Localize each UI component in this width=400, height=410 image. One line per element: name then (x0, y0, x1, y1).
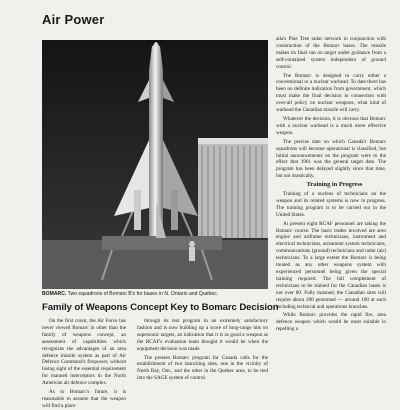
paragraph: On the first count, the Air Force has never viewed Bomarc in other than the family of weapons concept, an assessment of capabilities which recognizes the advantages of an area defence missile system as part of Air Defence Command's firepower, without losing sight of the essential requirement for manned interceptors in the North American air defence complex. (42, 318, 126, 387)
article-column-middle (137, 318, 268, 400)
shelter-building (198, 138, 268, 238)
bomarc-missile-photo (42, 40, 268, 289)
paragraph: through its test program in an extremely satisfactory fashion and is now building up a score of long-range hits on supersonic targets, an indication that it is as good a weapon as the RCAF's evaluation team thought it would be when the equipment decision was made. (137, 318, 268, 352)
caption-lead: BOMARC. (42, 291, 67, 297)
technician-figure (189, 241, 195, 261)
paragraph: The precise date on which Canada's Bomarc squadrons will become operational is classified, but initial announcements on the program were to the effect that 1961 was the general target date. The program has been delayed slightly since that time, but not drastically. (276, 138, 386, 180)
paragraph: Training of a nucleus of technicians on the weapon and its related systems is now in progress. The training program is to be carried out in the United States. (276, 191, 386, 218)
paragraph: While Bomarc provides the rapid fire, area defence weapon which would be most suitable in repelling a (276, 312, 386, 333)
story-headline: Family of Weapons Concept Key to Bomarc Decision (42, 302, 279, 313)
paragraph: Whatever the decision, it is obvious that Bomarc with a nuclear warhead is a much more effective weapon. (276, 115, 386, 136)
paragraph: As to Bomarc's future, it is reasonable to assume that the weapon will find a place (42, 389, 126, 409)
paragraph: The Bomarc is designed to carry either a conventional or a nuclear warhead. To date there has been no definite indication from government, which must make the final decision in connection with over-all policy on nuclear weapons, what kind of warhead the Canadian missile will carry. (276, 72, 386, 114)
training-subheading: Training in Progress (306, 181, 363, 189)
photo-caption (42, 291, 272, 298)
paragraph: At present eight RCAF personnel are taking the Bomarc course. The basic trades involved are aero engine and airframe technicians, instrument and electrical technicians, armament system technicians, communications (ground) technicians and radar (air) technicians. To a large extent the Bomarc is being treated as any other weapons system with experienced personnel being given the special training required. The full complement of technicians to be trained for the Canadian bases is not over 80. Fully manned, the Canadian sites will require about 200 personnel — around 100 at each including technical and operations branches. (276, 220, 386, 310)
caption-text: Two squadrons of Bomarc B's for bases in N. Ontario and Quebec. (66, 291, 219, 297)
section-title: Air Power (42, 12, 105, 27)
paragraph: ada's Pine Tree radar network in conjunction with construction of the Bomarc bases. The missile makes its final run on target under guidance from a self-contained system independent of ground control. (276, 36, 386, 70)
paragraph: The present Bomarc program for Canada calls for the establishment of two launching sites, one in the vicinity of North Bay, Ont., and the other in the Quebec area, to be tied into the SAGE system of control. (137, 354, 268, 382)
article-column-right (276, 36, 386, 400)
missile-photo-graphic (42, 40, 268, 289)
article-column-left (42, 318, 126, 409)
launcher-platform (102, 236, 222, 250)
